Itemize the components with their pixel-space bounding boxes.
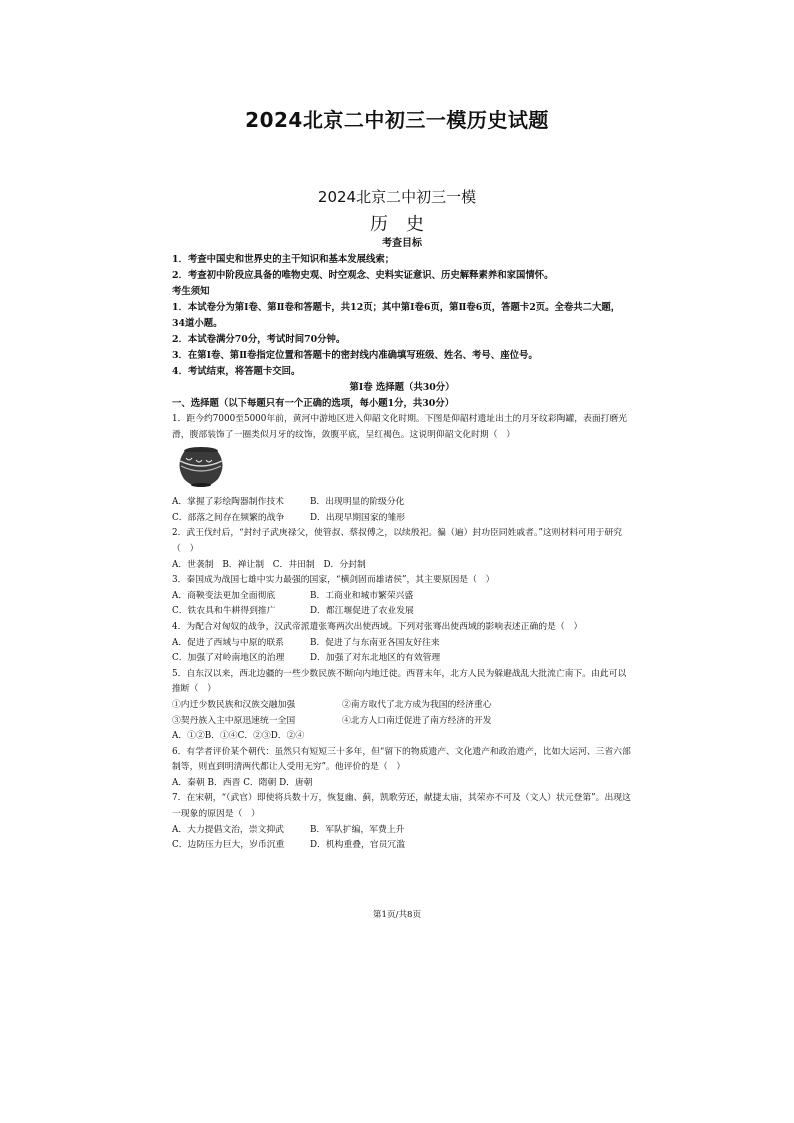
option: A．商鞅变法更加全面彻底: [172, 590, 276, 601]
notice-item: 4．考试结束，将答题卡交回。: [172, 366, 301, 377]
question-stem: 2．武王伐纣后，“封纣子武庚禄父，使管叔、蔡叔傅之，以续殷祀。徧（遍）封功臣同姓戚者。”这则材料可用于研究（ ）: [172, 528, 623, 554]
option-line: A．世袭制 B．禅让制 C．井田制 D．分封制: [172, 559, 366, 570]
question-stem: 6．有学者评价某个朝代：虽然只有短短三十多年，但“留下的物质遗产、文化遗产和政治遗产，比如大运河、三省六部制等，则直到明清两代都让人受用无穷”。他评价的是（ ）: [172, 746, 631, 773]
painted-pottery-jar-image: [172, 445, 230, 489]
option: C．铁农具和牛耕得到推广: [172, 606, 276, 617]
section-title: 第Ⅰ卷 选择题（共30分）: [349, 382, 455, 393]
option-row: [172, 511, 632, 527]
option-row: [172, 651, 632, 667]
option: B．促进了与东南亚各国友好往来: [310, 637, 440, 648]
option: C．加强了对岭南地区的治理: [172, 653, 285, 664]
page-number: 第1页/共8页: [372, 910, 422, 920]
option: D．出现早期国家的雏形: [310, 512, 406, 523]
option: D．都江堰促进了农业发展: [310, 606, 414, 617]
option-row: [172, 636, 632, 652]
exam-subtitle: 2024北京二中初三一模: [317, 188, 477, 206]
goal-item: 1．考查中国史和世界史的主干知识和基本发展线索；: [172, 254, 395, 265]
statement: ②南方取代了北方成为我国的经济重心: [342, 699, 492, 710]
statement-row: [172, 714, 632, 730]
option: A．促进了西域与中原的联系: [172, 637, 284, 648]
option: D．机构重叠，官员冗滥: [310, 840, 406, 851]
statement-row: [172, 698, 632, 714]
exam-body: [172, 236, 632, 854]
option: C．边防压力巨大，岁币沉重: [172, 840, 285, 851]
statement: ①内迁少数民族和汉族交融加强: [172, 699, 296, 710]
question-stem: 5．自东汉以来，西北边疆的一些少数民族不断向内地迁徙。西晋末年，北方人民为躲避战乱大批流亡南下。由此可以推断（ ）: [172, 668, 627, 695]
option: C．部落之间存在频繁的战争: [172, 512, 285, 523]
option-row: [172, 823, 632, 839]
statement: ③契丹族入主中原迅速统一全国: [172, 715, 296, 726]
subject-heading: 历史: [370, 214, 442, 235]
goals-heading: 考查目标: [382, 238, 422, 249]
option-line: A．秦朝 B．西晋 C．隋朝 D．唐朝: [172, 777, 313, 788]
question-stem: 3．秦国成为战国七雄中实力最强的国家，“横剑固而雄诸侯”，其主要原因是（ ）: [172, 575, 495, 586]
notice-item: 1．本试卷分为第Ⅰ卷、第Ⅱ卷和答题卡，共12页；其中第Ⅰ卷6页，第Ⅱ卷6页，答题卡2页。全卷共二大题，34道小题。: [172, 302, 621, 329]
notice-item: 2．本试卷满分70分，考试时间70分钟。: [172, 334, 346, 345]
option-row: [172, 604, 632, 620]
option-row: [172, 495, 632, 511]
goal-item: 2．考查初中阶段应具备的唯物史观、时空观念、史料实证意识、历史解释素养和家国情怀。: [172, 270, 554, 281]
option: A．掌握了彩绘陶器制作技术: [172, 497, 284, 508]
option-row: [172, 838, 632, 854]
notice-heading: 考生须知: [172, 286, 210, 297]
page-title: 2024北京二中初三一模历史试题: [245, 108, 549, 132]
section-instruction: 一、选择题（以下每题只有一个正确的选项，每小题1分，共30分）: [172, 398, 455, 409]
option: B．出现明显的阶级分化: [310, 497, 405, 508]
question-stem: 4．为配合对匈奴的战争，汉武帝派遣张骞两次出使西域。下列对张骞出使西域的影响表述正确的是（ ）: [172, 621, 583, 632]
option: B．军队扩编，军费上升: [310, 824, 405, 835]
statement: ④北方人口南迁促进了南方经济的开发: [342, 715, 492, 726]
notice-item: 3．在第Ⅰ卷、第Ⅱ卷指定位置和答题卡的密封线内准确填写班级、姓名、考号、座位号。: [172, 350, 538, 361]
option: D．加强了对东北地区的有效管理: [310, 653, 441, 664]
question-stem: 7．在宋朝，“（武官）即使将兵数十万，恢复幽、蓟，凯歌劳还，献捷太庙，其荣亦不可及（文人）状元登第”。出现这一现象的原因是（ ）: [172, 793, 631, 820]
option: A．大力提倡文治，崇文抑武: [172, 824, 284, 835]
option-line: A．①②B．①④C．②③D．②④: [172, 731, 305, 742]
option: B．工商业和城市繁荣兴盛: [310, 590, 414, 601]
option-row: [172, 589, 632, 605]
question-stem: 1．距今约7000至5000年前，黄河中游地区进入仰韶文化时期。下图是仰韶村遗址出土的月牙纹彩陶罐，表面打磨光滑，腹部装饰了一圈类似月牙的纹饰，敛腹平底，呈红褐色。这说明仰韶文化时期（ ）: [172, 414, 628, 440]
